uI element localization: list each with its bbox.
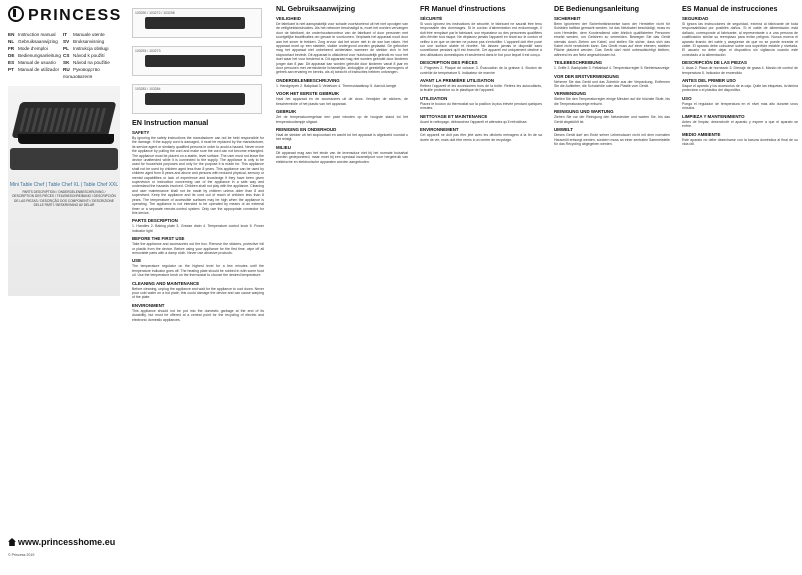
subheading: AVANT LA PREMIÈRE UTILISATION <box>420 78 494 84</box>
manual-title-text: Gebruiksaanwijzing <box>18 39 58 44</box>
subheading: SAFETY <box>132 130 150 135</box>
subheading: SEGURIDAD <box>682 16 709 21</box>
language-code: ES <box>8 60 15 65</box>
section-code: EN <box>132 118 142 127</box>
subheading: REINIGUNG UND WARTUNG <box>554 109 614 115</box>
nl-column <box>272 0 412 575</box>
appliance-diagram <box>145 93 245 105</box>
section-code: NL <box>276 4 286 13</box>
section-heading <box>132 118 264 127</box>
section-es <box>678 0 802 146</box>
brand-logo <box>8 6 122 25</box>
paragraph: Before cleaning, unplug the appliance and wait for the appliance to cool down. Never pour cold water on a hot plate, this could damage the device and can cause warping of the plate. <box>132 286 264 300</box>
manual-title-list <box>8 31 122 80</box>
grill-side-illustration <box>10 148 118 170</box>
subheading: CLEANING AND MAINTENANCE <box>132 280 200 286</box>
fr-column <box>416 0 546 575</box>
paragraph: Si ignora las instrucciones de seguridad, exímirá al fabricante de toda responsabilidad por posibles daños. Si el cable de alimentación está dañado, corresponde al fabricante, al representante o a una persona de cualificación similar su reemplazo para evitar peligros. Nunca mueva el aparato tirando del cable y asegúrese de que no se puede enredar el cable. El aparato debe colocarse sobre una superficie estable y nivelada. El usuario no debe dejar el dispositivo sin vigilancia cuando esté conectado a la alimentación. <box>682 22 798 57</box>
subheading: ANTES DEL PRIMER USO <box>682 78 736 84</box>
diagram-3 <box>132 84 262 114</box>
diagram-label: 103290 / 103272 / 103298 <box>135 11 175 15</box>
subheading: ENVIRONMENT <box>132 302 165 308</box>
subheading: MILIEU <box>276 144 291 150</box>
subheading: SÉCURITÉ <box>420 16 443 21</box>
footer-date: © Princess 2019 <box>8 553 35 557</box>
paragraph: 1. Griffe 2. Backplatte 3. Fettablauf 4. Temperaturregler 5. Betriebsanzeige <box>554 66 670 71</box>
subheading: TEILEBESCHREIBUNG <box>554 60 603 66</box>
language-code: PL <box>63 46 69 51</box>
manual-title-item <box>8 59 63 66</box>
subheading: DESCRIPTION DES PIÈCES <box>420 60 478 66</box>
subheading: VEILIGHEID <box>276 16 301 21</box>
subheading: DESCRIPCIÓN DE LAS PIEZAS <box>682 60 747 66</box>
paragraph: This appliance should not be put into the domestic garbage at the end of its durability, but must be offered at a central point for the recycling of electric and electronic domestic appliances. <box>132 308 264 322</box>
manual-title-item <box>63 59 118 66</box>
paragraph: Haal het apparaat en de accessoires uit de doos. Verwijder de stickers, de beschermfolie of het plastic van het apparaat. <box>276 97 408 106</box>
manual-title-item <box>63 38 118 45</box>
manual-title-item <box>8 38 63 45</box>
diagram-label: 103293 / 103273 <box>135 49 161 53</box>
paragraph: Beim Ignorieren der Sicherheitshinweise kann der Hersteller nicht für Schäden haftbar gemacht werden. Ist das Netzkabel beschädigt, muss es vom Hersteller, dem Kundendienst oder ähnlich qualifizierten Personen ersetzt werden, um Gefahren zu vermeiden. Bewegen Sie das Gerät niemals durch Ziehen am Kabel, und stellen Sie sicher, dass sich das Kabel nicht verwickeln kann. Das Gerät muss auf einer ebenen, stabilen Fläche platziert werden. Das Gerät darf nicht unbeaufsichtigt bleiben, während es am Netz angeschlossen ist. <box>554 22 670 57</box>
manual-title-item <box>63 31 118 38</box>
subheading: VOOR HET EERSTE GEBRUIK <box>276 91 340 97</box>
manual-title-item <box>63 66 118 80</box>
subheading: MEDIO AMBIENTE <box>682 131 721 137</box>
section-code: DE <box>554 4 564 13</box>
subheading: NETTOYAGE ET MAINTENANCE <box>420 113 488 119</box>
manual-title-text: Instrukcja obsługi <box>73 46 109 51</box>
grill-base-illustration <box>18 134 114 144</box>
manual-title-item <box>63 45 118 52</box>
paragraph: 1. Handles 2. Baking plate 3. Grease drain 4. Temperature control knob 5. Power indicator light <box>132 224 264 233</box>
subheading: VERWENDUNG <box>554 91 587 97</box>
manual-title-text: Bruksanvisning <box>73 39 105 44</box>
language-code: SK <box>63 60 70 65</box>
product-title: Mini Table Chef | Table Chef XL | Table Chef XXL <box>9 182 119 188</box>
paragraph: Stellen Sie den Temperaturregler einige Minuten auf die höchste Stufe, bis die Temperaturanzeige erlischt. <box>554 97 670 106</box>
section-heading <box>276 4 408 13</box>
paragraph: Avant le nettoyage, débranchez l'appareil et attendez qu'il refroidisse. <box>420 119 528 124</box>
footer-website <box>8 537 115 547</box>
section-heading <box>554 4 670 13</box>
section-title: Instruction manual <box>144 118 209 127</box>
house-icon <box>8 538 16 546</box>
paragraph: Ziehen Sie vor der Reinigung den Netzstecker und warten Sie, bis das Gerät abgekühlt ist. <box>554 115 670 124</box>
manual-title-text: Manual de usuario <box>18 60 56 65</box>
manual-title-item <box>8 66 63 80</box>
paragraph: Take the appliance and accessories out the box. Remove the stickers, protective foil or plastic from the device. Before using your appliance for the first time, wipe off all removable parts with a damp cloth. Never use abrasive products. <box>132 242 264 255</box>
manual-title-text: Руководство пользователя <box>63 67 100 79</box>
product-image <box>8 86 120 296</box>
subheading: REINIGING EN ONDERHOUD <box>276 126 337 132</box>
paragraph: Nehmen Sie das Gerät und das Zubehör aus der Verpackung. Entfernen Sie die Aufkleber, die Schutzfolie oder das Plastik vom Gerät. <box>554 79 670 89</box>
language-code: IT <box>63 32 68 37</box>
subheading: UMWELT <box>554 127 573 133</box>
paragraph: Cet appareil ne doit pas être jeté avec les déchets ménagers à la fin de sa durée de vie, mais doit être remis à un centre de recyclage. <box>420 133 542 142</box>
language-code: SV <box>63 39 70 44</box>
paragraph: De fabrikant is niet aansprakelijk voor schade voortvloeiend uit het niet opvolgen van de veiligheidsinstructies. Als het netsnoer beschadigd is, moet het worden vervangen door de fabrikant, de onderhoudsmonteur van de fabrikant of door personen met soortgelijke kwalificaties om gevaar te voorkomen. Verplaats het apparaat nooit door aan het snoer te trekken. Zorg ervoor dat het snoer niet in de war kan raken. Het apparaat moet op een stabiele, vlakke ondergrond worden geplaatst. De gebruiker mag het apparaat niet onbeheerd achterlaten wanneer de stekker zich in het stopcontact bevindt. Dit apparaat is uitsluitend voor huishoudelijk gebruik en voor het doel waar het voor bestemd is. Dit apparaat mag niet worden gebruikt door kinderen jonger dan 8 jaar. Dit apparaat kan worden gebruikt door kinderen vanaf 8 jaar en door personen met verminderde lichamelijke, zintuiglijke of geestelijke vermogens of gebrek aan ervaring en kennis, als zij toezicht of instructies hebben ontvangen. <box>276 22 408 75</box>
subheading: GEBRUIK <box>276 109 297 115</box>
language-code: PT <box>8 67 14 72</box>
paragraph: Ponga el regulador de temperatura en el nivel más alto durante unos minutos. <box>682 101 798 111</box>
paragraph: Zet de temperatuurregelaar een paar minuten op de hoogste stand tot het temperatuurlampje uitgaat. <box>276 115 408 124</box>
subheading: SICHERHEIT <box>554 16 581 21</box>
section-fr <box>416 0 546 142</box>
subheading: LIMPIEZA Y MANTENIMIENTO <box>682 113 745 119</box>
appliance-diagram <box>145 55 245 67</box>
es-column <box>678 0 802 575</box>
subheading: ONDERDELENBESCHRIJVING <box>276 77 340 83</box>
product-subtitle: PARTS DESCRIPTION / ONDERDELENBESCHRIJVING / DESCRIPTION DES PIÈCES / TEILEBESCHREIBUNG / DESCRIPCIÓN DE LAS PIEZAS / DESCRIÇÃO DOS COMPONENTI / DESCRIZIONE DELLE PARTI / BESKRIVNING AV DELAR <box>12 190 116 208</box>
manual-title-text: Instruction manual <box>18 32 56 37</box>
subheading: USO <box>682 95 692 101</box>
paragraph: Retirez l'appareil et les accessoires hors de la boîte. Retirez les autocollants, la feuille protectrice ou le plastique de l'appareil. <box>420 84 542 93</box>
manual-title-text: Bedienungsanleitung <box>18 53 61 58</box>
subheading: VOR DER ERSTVERWENDUNG <box>554 73 620 79</box>
language-code: NL <box>8 39 15 44</box>
language-code: DE <box>8 53 15 58</box>
manual-title-item <box>8 45 63 52</box>
paragraph: Placez le bouton du thermostat sur la position la plus élevée pendant quelques minutes. <box>420 101 542 111</box>
footer-website-text: www.princesshome.eu <box>18 537 116 547</box>
subheading: ENVIRONNEMENT <box>420 127 459 133</box>
paragraph: Haal de stekker uit het stopcontact en wacht tot het apparaat is afgekoeld voordat u het reinigt. <box>276 132 408 142</box>
appliance-diagram <box>145 17 245 29</box>
manual-title-item <box>8 52 63 59</box>
manual-title-text: Mode d'emploi <box>18 46 48 51</box>
section-title: Bedienungsanleitung <box>566 4 640 13</box>
section-code: ES <box>682 4 692 13</box>
manual-title-item <box>8 31 63 38</box>
paragraph: 1. Handgrepen 2. Bakplaat 3. Vetafvoer 4. Thermostaatknop 5. Aan/uit-lampje <box>276 83 397 88</box>
grill-plate-illustration <box>12 102 117 138</box>
language-code: CS <box>63 53 70 58</box>
manual-title-text: Manuale utente <box>73 32 105 37</box>
paragraph: Si vous ignorez les instructions de sécurité, le fabricant ne saurait être tenu responsable des dommages. Si le cordon d'alimentation est endommagé, il doit être remplacé par le fabricant, son réparateur ou des personnes qualifiées afin d'éviter tout risque. Ne déplacez jamais l'appareil en tirant sur le cordon et veillez à ce que ce dernier ne puisse pas s'entortiller. L'appareil doit être posé sur une surface stable et nivelée. Ne laissez jamais le dispositif sans surveillance pendant qu'il est branché. Cet appareil est uniquement destiné à des utilisations domestiques et seulement dans le but pour lequel il est conçu. <box>420 22 542 57</box>
manual-title-text: Manual de utilizador <box>18 67 60 72</box>
section-heading <box>682 4 798 13</box>
language-code: EN <box>8 32 15 37</box>
manual-title-item <box>63 52 118 59</box>
subheading: PARTS DESCRIPTION <box>132 218 178 224</box>
section-title: Gebruiksaanwijzing <box>287 4 356 13</box>
section-en <box>128 114 268 322</box>
diagram-2 <box>132 46 262 76</box>
paragraph: Dieses Gerät darf am Ende seiner Lebensdauer nicht mit dem normalen Hausmüll entsorgt werden, sondern muss an einer zentralen Sammelstelle für das Recycling abgegeben werden. <box>554 133 670 146</box>
section-title: Manuel d'instructions <box>431 4 506 13</box>
subheading: BEFORE THE FIRST USE <box>132 236 185 242</box>
diagram-label: 103283 / 103284 <box>135 87 161 91</box>
manual-title-text: Návod na použitie <box>73 60 110 65</box>
paragraph: Antes de limpiar, desenchufe el aparato y espere a que el aparato se enfríe. <box>682 119 798 129</box>
section-de <box>550 0 674 146</box>
subheading: UTILISATION <box>420 95 448 101</box>
paragraph: Este aparato no debe desecharse con la basura doméstica al final de su vida útil. <box>682 137 798 146</box>
paragraph: Saque el aparato y los accesorios de la caja. Quite las etiquetas, la lámina protectora o el plástico del dispositivo. <box>682 84 798 93</box>
paragraph: 1. Asas 2. Placa de horneado 3. Drenaje de grasa 4. Mando de control de temperatura 5. Indicador de encendido <box>682 66 798 75</box>
section-code: FR <box>420 4 430 13</box>
en-column <box>128 0 268 575</box>
subheading: USE <box>132 258 142 264</box>
language-code: FR <box>8 46 15 51</box>
brand-name: PRINCESS <box>28 7 122 24</box>
section-heading <box>420 4 542 13</box>
section-nl <box>272 0 412 164</box>
section-title: Manual de instrucciones <box>693 4 778 13</box>
diagram-1 <box>132 8 262 38</box>
de-column <box>550 0 674 575</box>
paragraph: 1. Poignées 2. Plaque de cuisson 3. Évacuation de la graisse 4. Bouton de contrôle de température 5. Indicateur de marche <box>420 66 542 75</box>
paragraph: The temperature regulator on the highest level for a few minutes until the temperature indicator goes off. The heating plate should be rubbed in with some food oil. Use the temperature knob on the thermostat to choose the desired temperature. <box>132 264 264 278</box>
paragraph: Dit apparaat mag aan het einde van de levensduur niet bij het normale huisafval worden gedeponeerd, maar moet bij een speciaal inzamelpunt voor hergebruik van elektrische en elektronische apparaten worden aangeboden. <box>276 150 408 164</box>
cover-column <box>0 0 122 575</box>
paragraph: By ignoring the safety instructions the manufacturer can not be held responsible for the damage. If the supply cord is damaged, it must be replaced by the manufacturer, its service agent or similarly qualified persons in order to avoid a hazard. Never move the appliance by pulling the cord and make sure the cord can not become entangled. The appliance must be placed on a stable, level surface. The user must not leave the device unattended while it is connected to the supply. The appliance is only to be used for household purposes and only for the purpose it is made for. This appliance shall not be used by children aged less than 8 years. This appliance can be used by children aged from 8 years and above and persons with reduced physical, sensory or mental capabilities or lack of experience and knowledge if they have been given supervision or instruction concerning use of the appliance in a safe way and understand the hazards involved. Children shall not play with the appliance. Cleaning and user maintenance shall not be made by children unless older than 8 and supervised. Keep the appliance and its cord out of reach of children less than 8 years. The temperature of accessible surfaces may be high when the appliance is operating. The appliance is not intended to be operated by means of an external timer or a separate remote-control system. Only use the appropriate connector for this device. <box>132 136 264 215</box>
language-code: RU <box>63 67 70 72</box>
manual-title-text: Návod k použití <box>73 53 105 58</box>
brand-mark-icon <box>8 6 24 22</box>
